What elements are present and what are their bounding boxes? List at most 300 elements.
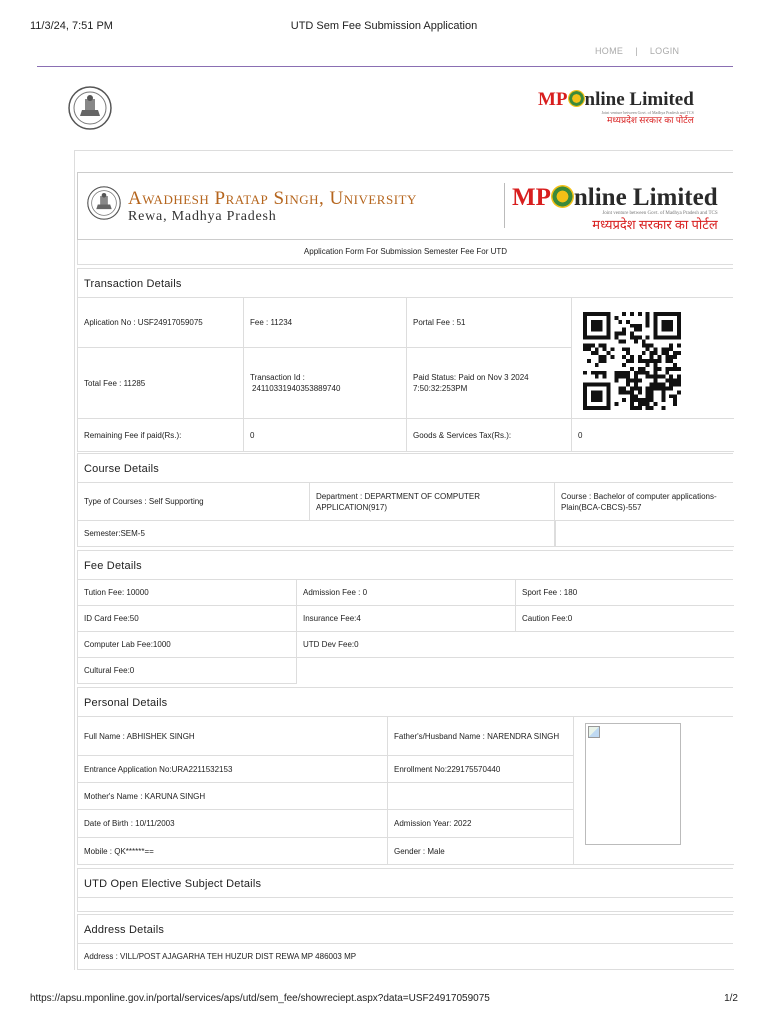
- qr-module: [654, 367, 658, 371]
- qr-module: [669, 383, 673, 387]
- home-link[interactable]: HOME: [595, 46, 624, 56]
- personal-details-heading: Personal Details: [77, 687, 733, 717]
- university-name: Awadhesh Pratap Singh, University: [128, 188, 417, 209]
- qr-module: [607, 402, 611, 406]
- qr-module: [665, 371, 669, 375]
- qr-module: [646, 398, 650, 402]
- course-name: Course : Bachelor of computer applications-Plain(BCA-CBCS)-557: [555, 483, 734, 521]
- qr-module: [618, 339, 622, 343]
- qr-module: [614, 336, 618, 340]
- qr-module: [603, 355, 607, 359]
- portal-fee: Portal Fee : 51: [407, 298, 572, 348]
- qr-module: [587, 383, 591, 387]
- qr-module: [599, 355, 603, 359]
- mponline-hindi-tagline: मध्यप्रदेश सरकार का पोर्टल: [607, 115, 694, 125]
- qr-module: [661, 324, 665, 328]
- qr-module: [599, 390, 603, 394]
- qr-module: [626, 371, 630, 375]
- qr-module: [595, 375, 599, 379]
- qr-module: [654, 359, 658, 363]
- qr-module: [634, 339, 638, 343]
- qr-module: [591, 406, 595, 410]
- qr-module: [650, 394, 654, 398]
- qr-module: [638, 336, 642, 340]
- mponline-globe-icon: [551, 185, 574, 208]
- qr-module: [669, 343, 673, 347]
- qr-module: [626, 383, 630, 387]
- qr-module: [595, 351, 599, 355]
- qr-module: [583, 312, 587, 316]
- qr-module: [657, 355, 661, 359]
- qr-module: [603, 383, 607, 387]
- insurance-fee: Insurance Fee:4: [297, 606, 516, 632]
- qr-module: [599, 371, 603, 375]
- qr-module: [677, 312, 681, 316]
- qr-module: [630, 359, 634, 363]
- elective-empty-row: [78, 898, 734, 912]
- qr-module: [634, 406, 638, 410]
- qr-module: [614, 371, 618, 375]
- qr-module: [677, 383, 681, 387]
- mponline-tagline: Joint venture between Govt. of Madhya Pradesh and TCS: [602, 211, 718, 216]
- qr-module: [587, 336, 591, 340]
- university-banner: [77, 172, 733, 240]
- qr-module: [595, 371, 599, 375]
- qr-module: [634, 379, 638, 383]
- qr-module: [654, 316, 658, 320]
- qr-module: [587, 343, 591, 347]
- qr-module: [638, 371, 642, 375]
- qr-module: [603, 312, 607, 316]
- print-datetime: 11/3/24, 7:51 PM: [30, 20, 113, 32]
- qr-module: [591, 343, 595, 347]
- mponline-hindi-tagline: मध्यप्रदेश सरकार का पोर्टल: [592, 217, 718, 232]
- transaction-id-value: 24110331940353889740: [252, 384, 341, 393]
- qr-module: [622, 347, 626, 351]
- address-grid: [77, 944, 733, 970]
- computer-lab-fee: Computer Lab Fee:1000: [78, 632, 297, 658]
- qr-module: [669, 328, 673, 332]
- qr-module: [646, 316, 650, 320]
- qr-module: [630, 398, 634, 402]
- student-photo: [585, 723, 681, 845]
- qr-module: [638, 402, 642, 406]
- qr-module: [665, 336, 669, 340]
- qr-module: [654, 320, 658, 324]
- qr-module: [677, 379, 681, 383]
- qr-module: [665, 359, 669, 363]
- qr-module: [595, 406, 599, 410]
- qr-module: [654, 332, 658, 336]
- qr-module: [669, 312, 673, 316]
- qr-module: [677, 336, 681, 340]
- qr-module: [646, 406, 650, 410]
- qr-module: [638, 359, 642, 363]
- transaction-id-label: Transaction Id :: [250, 373, 305, 382]
- course-details-heading: Course Details: [77, 453, 733, 483]
- qr-module: [614, 379, 618, 383]
- qr-module: [599, 406, 603, 410]
- qr-module: [630, 379, 634, 383]
- qr-code-icon: [583, 311, 681, 411]
- qr-module: [673, 394, 677, 398]
- qr-module: [646, 347, 650, 351]
- qr-module: [642, 339, 646, 343]
- qr-module: [657, 383, 661, 387]
- page-number: 1/2: [724, 993, 738, 1004]
- qr-module: [673, 367, 677, 371]
- qr-module: [654, 386, 658, 390]
- mponline-tagline: Joint venture between Govt. of Madhya Pradesh and TCS: [601, 110, 694, 115]
- qr-module: [665, 328, 669, 332]
- qr-module: [646, 402, 650, 406]
- qr-module: [634, 383, 638, 387]
- qr-module: [669, 336, 673, 340]
- qr-module: [642, 351, 646, 355]
- qr-module: [630, 312, 634, 316]
- qr-module: [654, 324, 658, 328]
- qr-module: [603, 343, 607, 347]
- qr-module: [673, 383, 677, 387]
- qr-module: [650, 375, 654, 379]
- qr-module: [607, 386, 611, 390]
- qr-module: [599, 320, 603, 324]
- university-seal-icon: [68, 86, 112, 130]
- qr-module: [607, 383, 611, 387]
- qr-module: [646, 343, 650, 347]
- qr-module: [654, 351, 658, 355]
- qr-module: [646, 336, 650, 340]
- qr-module: [673, 379, 677, 383]
- qr-module: [630, 402, 634, 406]
- broken-image-icon: [588, 726, 600, 738]
- qr-module: [626, 351, 630, 355]
- qr-module: [634, 336, 638, 340]
- qr-module: [591, 351, 595, 355]
- qr-module: [657, 359, 661, 363]
- qr-module: [650, 355, 654, 359]
- qr-module: [634, 375, 638, 379]
- qr-module: [626, 347, 630, 351]
- qr-module: [665, 312, 669, 316]
- qr-module: [677, 324, 681, 328]
- qr-module: [591, 328, 595, 332]
- qr-module: [634, 394, 638, 398]
- qr-module: [638, 406, 642, 410]
- qr-module: [634, 324, 638, 328]
- qr-module: [642, 402, 646, 406]
- qr-module: [677, 328, 681, 332]
- qr-module: [603, 359, 607, 363]
- mponline-logo-small: MP nline Limited Joint venture between Govt. of Madhya Pradesh and TCS मध्यप्रदेश सरकार का पोर्टल: [538, 89, 694, 125]
- fee-details-heading: Fee Details: [77, 550, 733, 580]
- qr-module: [661, 406, 665, 410]
- qr-module: [595, 383, 599, 387]
- utd-dev-fee: UTD Dev Fee:0: [297, 632, 734, 658]
- qr-module: [622, 339, 626, 343]
- mother-name: Mother's Name : KARUNA SINGH: [78, 783, 388, 810]
- tution-fee: Tution Fee: 10000: [78, 580, 297, 606]
- qr-module: [646, 324, 650, 328]
- qr-module: [595, 324, 599, 328]
- address-details-heading: Address Details: [77, 914, 733, 944]
- qr-module: [650, 398, 654, 402]
- remaining-fee-label: Remaining Fee if paid(Rs.):: [78, 419, 244, 452]
- qr-module: [591, 398, 595, 402]
- caution-fee: Caution Fee:0: [516, 606, 734, 632]
- qr-module: [665, 386, 669, 390]
- mobile: Mobile : QK******==: [78, 838, 388, 865]
- qr-module: [599, 324, 603, 328]
- qr-module: [630, 332, 634, 336]
- qr-module: [630, 355, 634, 359]
- qr-module: [614, 332, 618, 336]
- qr-module: [591, 320, 595, 324]
- qr-module: [591, 312, 595, 316]
- qr-module: [646, 390, 650, 394]
- qr-module: [665, 367, 669, 371]
- qr-module: [638, 398, 642, 402]
- full-name: Full Name : ABHISHEK SINGH: [78, 717, 388, 756]
- qr-module: [638, 386, 642, 390]
- qr-module: [665, 379, 669, 383]
- qr-module: [626, 320, 630, 324]
- qr-module: [595, 336, 599, 340]
- qr-module: [661, 351, 665, 355]
- qr-module: [595, 394, 599, 398]
- qr-module: [673, 312, 677, 316]
- admission-fee: Admission Fee : 0: [297, 580, 516, 606]
- qr-module: [599, 328, 603, 332]
- qr-module: [642, 398, 646, 402]
- father-name: Father's/Husband Name : NARENDRA SINGH: [388, 717, 574, 756]
- qr-module: [669, 367, 673, 371]
- course-grid: [77, 483, 733, 547]
- qr-module: [583, 398, 587, 402]
- header-divider: [37, 66, 733, 67]
- qr-module: [646, 320, 650, 324]
- qr-module: [642, 371, 646, 375]
- sport-fee: Sport Fee : 180: [516, 580, 734, 606]
- qr-module: [638, 324, 642, 328]
- qr-module: [677, 343, 681, 347]
- university-seal-icon: [87, 186, 121, 220]
- qr-module: [661, 386, 665, 390]
- qr-module: [677, 332, 681, 336]
- qr-module: [607, 406, 611, 410]
- qr-module: [677, 351, 681, 355]
- qr-module: [630, 390, 634, 394]
- qr-module: [595, 363, 599, 367]
- qr-module: [591, 336, 595, 340]
- qr-module: [654, 379, 658, 383]
- qr-module: [642, 367, 646, 371]
- qr-module: [661, 375, 665, 379]
- qr-module: [650, 386, 654, 390]
- qr-module: [603, 406, 607, 410]
- qr-module: [587, 359, 591, 363]
- qr-module: [618, 320, 622, 324]
- qr-module: [583, 316, 587, 320]
- qr-module: [587, 406, 591, 410]
- qr-module: [583, 324, 587, 328]
- qr-module: [583, 320, 587, 324]
- qr-module: [591, 394, 595, 398]
- course-department: Department : DEPARTMENT OF COMPUTER APPLICATION(917): [310, 483, 555, 521]
- qr-module: [603, 371, 607, 375]
- qr-module: [599, 343, 603, 347]
- id-card-fee: ID Card Fee:50: [78, 606, 297, 632]
- qr-module: [634, 386, 638, 390]
- university-location: Rewa, Madhya Pradesh: [128, 209, 277, 224]
- qr-module: [650, 383, 654, 387]
- qr-module: [618, 386, 622, 390]
- qr-module: [646, 394, 650, 398]
- qr-module: [650, 343, 654, 347]
- qr-module: [669, 394, 673, 398]
- qr-module: [618, 390, 622, 394]
- print-header: [30, 20, 738, 34]
- qr-module: [603, 375, 607, 379]
- qr-module: [603, 347, 607, 351]
- qr-module: [603, 336, 607, 340]
- qr-module: [610, 355, 614, 359]
- qr-module: [665, 355, 669, 359]
- qr-module: [607, 324, 611, 328]
- qr-module: [607, 336, 611, 340]
- qr-module: [634, 328, 638, 332]
- qr-module: [669, 386, 673, 390]
- qr-module: [661, 398, 665, 402]
- qr-module: [595, 390, 599, 394]
- qr-module: [599, 394, 603, 398]
- enrollment-no: Enrollment No:229175570440: [388, 756, 574, 783]
- admission-year: Admission Year: 2022: [388, 810, 574, 838]
- gender: Gender : Male: [388, 838, 574, 865]
- qr-module: [622, 398, 626, 402]
- transaction-id: [244, 348, 407, 419]
- qr-module: [650, 359, 654, 363]
- paid-status: Paid Status: Paid on Nov 3 2024 7:50:32:253PM: [407, 348, 572, 419]
- qr-module: [599, 312, 603, 316]
- qr-module: [677, 375, 681, 379]
- qr-module: [583, 394, 587, 398]
- qr-module: [614, 375, 618, 379]
- course-type: Type of Courses : Self Supporting: [78, 483, 310, 521]
- qr-module: [661, 336, 665, 340]
- qr-module: [646, 386, 650, 390]
- qr-module: [595, 312, 599, 316]
- banner-divider: [504, 183, 505, 228]
- qr-module: [591, 390, 595, 394]
- mponline-logo-large: MP nline Limited Joint venture between Govt. of Madhya Pradesh and TCS मध्यप्रदेश सरकार का पोर्टल: [512, 184, 718, 232]
- mother-name-empty-cell: [388, 783, 574, 810]
- qr-module: [630, 386, 634, 390]
- qr-module: [669, 324, 673, 328]
- gst-value: 0: [572, 419, 734, 452]
- login-link[interactable]: LOGIN: [649, 46, 680, 56]
- qr-module: [587, 347, 591, 351]
- qr-module: [583, 406, 587, 410]
- qr-module: [646, 359, 650, 363]
- qr-module: [622, 375, 626, 379]
- qr-module: [650, 406, 654, 410]
- qr-module: [654, 383, 658, 387]
- qr-module: [661, 312, 665, 316]
- mponline-globe-icon: [568, 90, 585, 107]
- qr-module: [626, 359, 630, 363]
- qr-module: [622, 390, 626, 394]
- qr-module: [595, 320, 599, 324]
- fee-grid: [77, 580, 733, 684]
- qr-module: [614, 316, 618, 320]
- qr-module: [630, 336, 634, 340]
- qr-module: [622, 332, 626, 336]
- qr-module: [607, 394, 611, 398]
- qr-module: [654, 328, 658, 332]
- qr-module: [657, 336, 661, 340]
- qr-module: [618, 332, 622, 336]
- qr-module: [642, 359, 646, 363]
- qr-module: [607, 398, 611, 402]
- qr-module: [661, 394, 665, 398]
- transaction-details-heading: Transaction Details: [77, 268, 733, 298]
- qr-module: [669, 379, 673, 383]
- nav-separator: |: [635, 46, 638, 56]
- qr-module: [618, 371, 622, 375]
- print-page-title: UTD Sem Fee Submission Application: [290, 20, 478, 32]
- qr-module: [638, 390, 642, 394]
- qr-module: [630, 367, 634, 371]
- qr-module: [583, 347, 587, 351]
- qr-module: [661, 320, 665, 324]
- qr-module: [587, 312, 591, 316]
- date-of-birth: Date of Birth : 10/11/2003: [78, 810, 388, 838]
- qr-module: [607, 312, 611, 316]
- qr-module: [595, 328, 599, 332]
- qr-module: [622, 312, 626, 316]
- qr-module: [607, 332, 611, 336]
- qr-module: [638, 379, 642, 383]
- qr-module: [622, 371, 626, 375]
- qr-module: [614, 402, 618, 406]
- qr-module: [665, 320, 669, 324]
- qr-module: [665, 324, 669, 328]
- qr-module: [599, 336, 603, 340]
- qr-module: [673, 336, 677, 340]
- qr-module: [657, 312, 661, 316]
- qr-module: [610, 347, 614, 351]
- qr-module: [661, 383, 665, 387]
- qr-module: [630, 394, 634, 398]
- qr-module: [595, 347, 599, 351]
- qr-module: [646, 371, 650, 375]
- qr-module: [591, 371, 595, 375]
- remaining-fee-value: 0: [244, 419, 407, 452]
- qr-module: [583, 336, 587, 340]
- qr-module: [583, 332, 587, 336]
- page-url: https://apsu.mponline.gov.in/portal/services/aps/utd/sem_fee/showreciept.aspx?data=USF24917059075: [30, 993, 490, 1004]
- qr-module: [638, 367, 642, 371]
- elective-grid: [77, 898, 733, 912]
- qr-module: [607, 351, 611, 355]
- qr-module: [646, 312, 650, 316]
- qr-module: [673, 355, 677, 359]
- qr-module: [622, 328, 626, 332]
- gst-label: Goods & Services Tax(Rs.):: [407, 419, 572, 452]
- qr-module: [654, 363, 658, 367]
- qr-module: [657, 375, 661, 379]
